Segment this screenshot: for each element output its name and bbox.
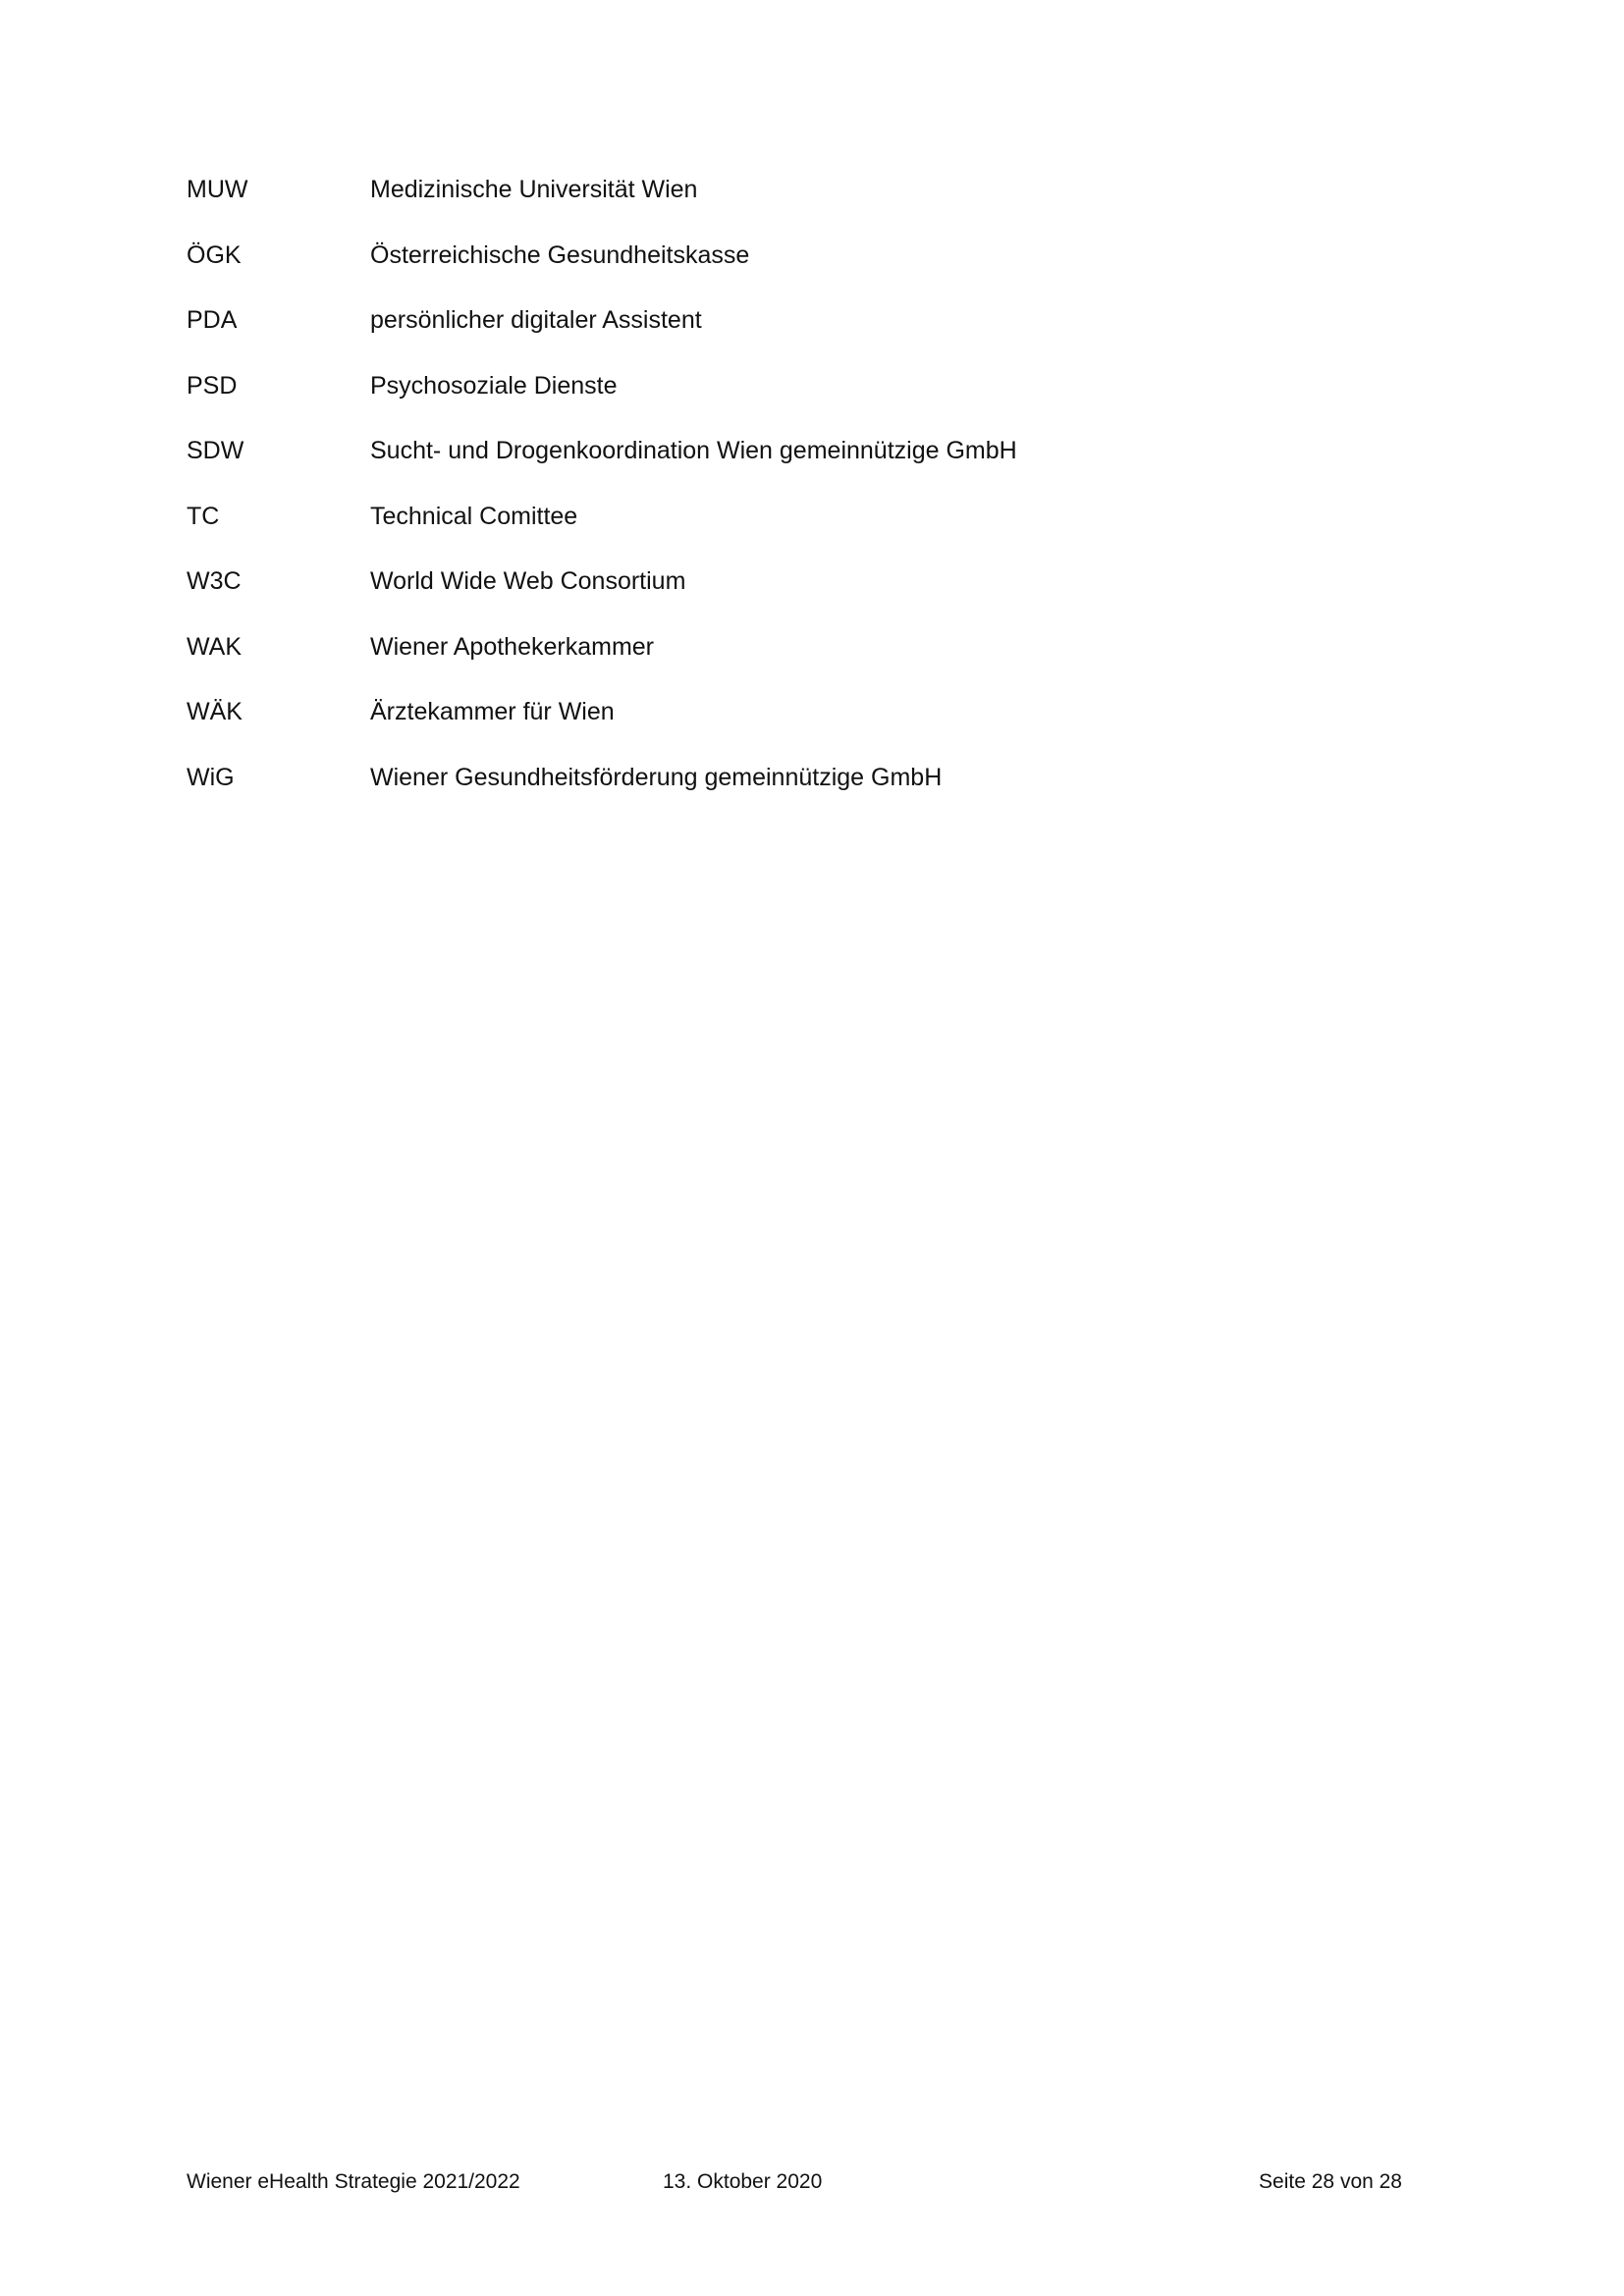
footer-document-title: Wiener eHealth Strategie 2021/2022 — [187, 2170, 520, 2193]
abbreviation: SDW — [187, 437, 244, 464]
list-item — [187, 297, 1414, 363]
abbreviation-list — [187, 167, 1414, 820]
abbreviation-meaning: World Wide Web Consortium — [370, 567, 686, 595]
list-item — [187, 689, 1414, 755]
abbreviation-meaning: Ärztekammer für Wien — [370, 698, 615, 725]
page-footer — [187, 2165, 1402, 2199]
abbreviation: WAK — [187, 632, 243, 661]
list-item — [187, 624, 1414, 690]
abbreviation: WiG — [187, 763, 235, 791]
footer-page-number: Seite 28 von 28 — [1259, 2170, 1402, 2193]
abbreviation: W3C — [187, 567, 242, 595]
abbreviation-meaning: Wiener Apothekerkammer — [370, 632, 655, 661]
abbreviation-meaning: Medizinische Universität Wien — [370, 176, 698, 203]
footer-date: 13. Oktober 2020 — [663, 2170, 823, 2193]
list-item — [187, 363, 1414, 429]
abbreviation-meaning: Psychosoziale Dienste — [370, 371, 618, 400]
list-item — [187, 494, 1414, 560]
abbreviation-meaning: Technical Comittee — [370, 502, 578, 530]
abbreviation-meaning: Wiener Gesundheitsförderung gemeinnützige GmbH — [370, 763, 943, 791]
abbreviation-meaning: persönlicher digitaler Assistent — [370, 306, 702, 334]
list-item — [187, 428, 1414, 494]
abbreviation: PSD — [187, 371, 238, 400]
list-item — [187, 233, 1414, 298]
abbreviation: TC — [187, 502, 220, 530]
abbreviation: WÄK — [187, 698, 243, 725]
list-item — [187, 755, 1414, 821]
abbreviation-meaning: Österreichische Gesundheitskasse — [370, 240, 750, 269]
abbreviation: ÖGK — [187, 240, 242, 269]
abbreviation: MUW — [187, 176, 248, 203]
list-item — [187, 167, 1414, 233]
list-item — [187, 559, 1414, 624]
abbreviation-meaning: Sucht- und Drogenkoordination Wien gemeinnützige GmbH — [370, 437, 1017, 464]
abbreviation: PDA — [187, 306, 238, 334]
